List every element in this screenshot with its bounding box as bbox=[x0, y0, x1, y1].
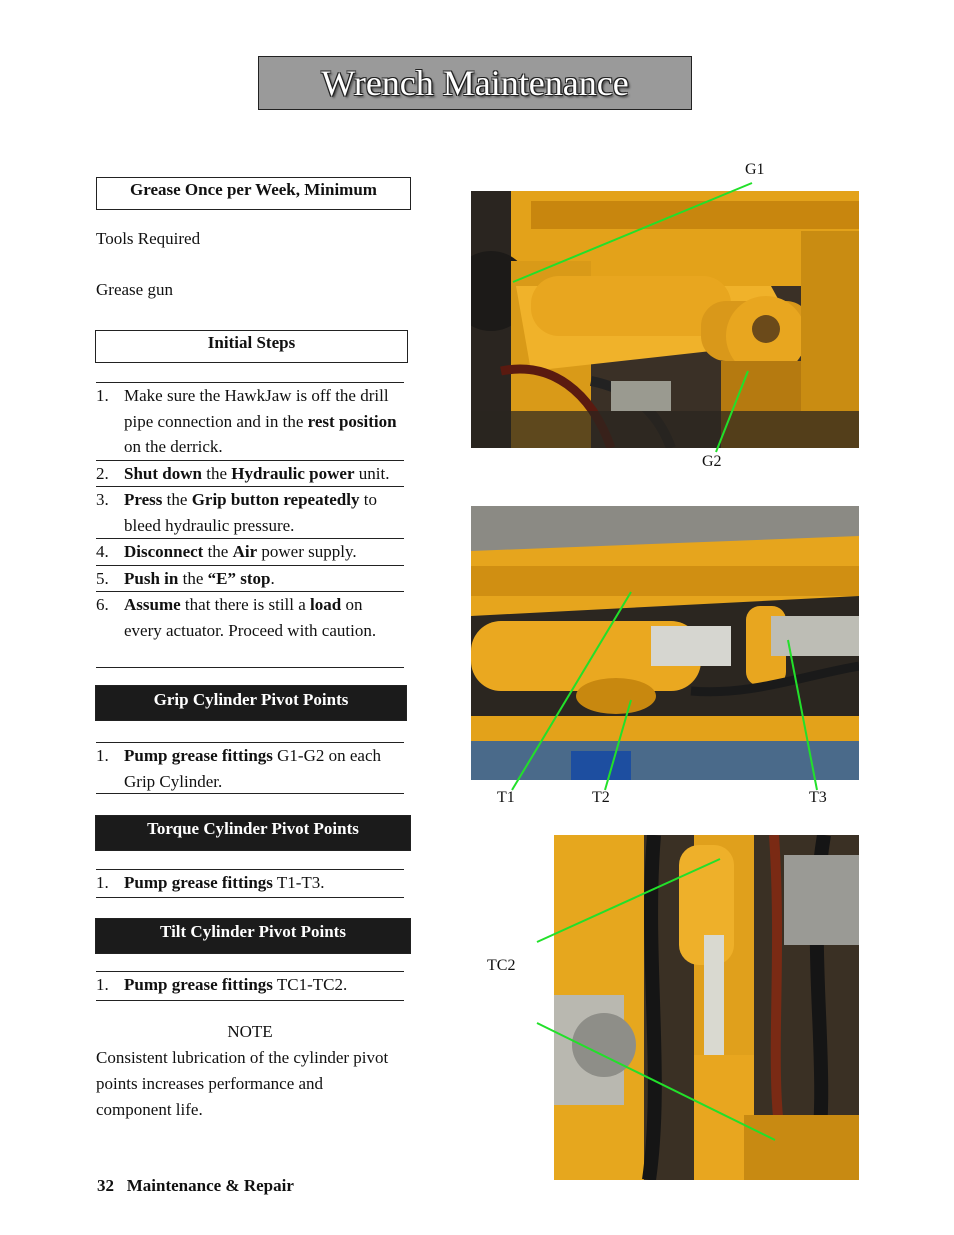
step-number: 1. bbox=[96, 873, 109, 892]
step-text: G1-G2 on each Grip Cylinder. bbox=[124, 746, 382, 791]
step-number: 3. bbox=[96, 490, 109, 509]
step-text: the bbox=[162, 490, 192, 509]
step-number: 1. bbox=[96, 386, 109, 405]
step-emphasis: Push in bbox=[124, 568, 179, 588]
step-emphasis: Pump grease fittings bbox=[124, 975, 273, 994]
step-text: the bbox=[178, 568, 208, 588]
initial-steps-list bbox=[96, 382, 404, 643]
grease-frequency-header: Grease Once per Week, Minimum bbox=[96, 177, 411, 210]
step-number: 2. bbox=[96, 463, 109, 483]
step-number: 1. bbox=[96, 746, 109, 765]
step-text: power supply. bbox=[257, 542, 357, 561]
step-emphasis: Air bbox=[232, 542, 258, 561]
step-emphasis: Disconnect bbox=[124, 542, 204, 561]
step-item bbox=[96, 486, 404, 538]
divider bbox=[96, 1000, 404, 1001]
page-number: 32 bbox=[97, 1176, 114, 1195]
page-title: Wrench Maintenance bbox=[321, 63, 629, 103]
callout-t3: T3 bbox=[809, 789, 827, 806]
torque-section-header: Torque Cylinder Pivot Points bbox=[95, 815, 411, 851]
step-text: the bbox=[203, 542, 233, 561]
step-emphasis: Pump grease fittings bbox=[124, 746, 273, 765]
step-text: on every actuator. Proceed with caution. bbox=[124, 595, 377, 640]
footer-section: Maintenance & Repair bbox=[126, 1176, 294, 1195]
step-item bbox=[96, 591, 404, 643]
step-emphasis: rest position bbox=[307, 411, 397, 431]
tilt-section-header: Tilt Cylinder Pivot Points bbox=[95, 918, 411, 954]
tilt-cylinder-photo bbox=[554, 835, 859, 1180]
callout-g1: G1 bbox=[745, 161, 765, 178]
step-emphasis: Assume bbox=[124, 595, 181, 614]
grip-section-header: Grip Cylinder Pivot Points bbox=[95, 685, 407, 721]
note-text: Consistent lubrication of the cylinder pivot points increases performance and component life. bbox=[96, 1048, 389, 1119]
step-number: 1. bbox=[96, 975, 109, 994]
step-number: 4. bbox=[96, 542, 109, 561]
step-text: the bbox=[201, 463, 232, 483]
step-emphasis: Grip button repeatedly bbox=[191, 490, 360, 509]
grip-cylinder-photo bbox=[471, 191, 859, 448]
note-heading: NOTE bbox=[227, 1022, 273, 1041]
step-text: T1-T3. bbox=[272, 873, 325, 892]
step-text: that there is still a bbox=[180, 595, 311, 614]
divider bbox=[96, 793, 404, 794]
torque-cylinder-photo bbox=[471, 506, 859, 780]
callout-t1: T1 bbox=[497, 789, 515, 806]
tilt-steps-list bbox=[96, 971, 404, 998]
step-number: 6. bbox=[96, 595, 109, 614]
step-text: unit. bbox=[354, 463, 390, 483]
grip-steps-list bbox=[96, 742, 404, 794]
page-title-box bbox=[258, 56, 692, 110]
divider bbox=[96, 897, 404, 898]
step-item bbox=[96, 742, 404, 794]
step-emphasis: Pump grease fittings bbox=[124, 873, 273, 892]
callout-tc2: TC2 bbox=[487, 957, 516, 974]
callout-t2: T2 bbox=[592, 789, 610, 806]
step-emphasis: “E” stop bbox=[207, 568, 271, 588]
torque-steps-list bbox=[96, 869, 404, 896]
page-footer bbox=[97, 1176, 294, 1196]
step-emphasis: Shut down bbox=[124, 463, 202, 483]
callout-g2: G2 bbox=[702, 453, 722, 470]
step-text: Make sure the HawkJaw is off the drill pipe connection and in the bbox=[124, 386, 389, 431]
step-emphasis: load bbox=[310, 595, 342, 614]
step-item bbox=[96, 382, 404, 460]
tools-required-label: Tools Required bbox=[96, 229, 201, 248]
step-text: TC1-TC2. bbox=[272, 975, 348, 994]
step-number: 5. bbox=[96, 568, 109, 588]
step-item bbox=[96, 971, 404, 998]
step-item bbox=[96, 565, 404, 592]
step-text: to bleed hydraulic pressure. bbox=[124, 490, 377, 535]
step-emphasis: Hydraulic power bbox=[231, 463, 355, 483]
step-item bbox=[96, 460, 404, 487]
step-emphasis: Press bbox=[124, 490, 163, 509]
step-item bbox=[96, 869, 404, 896]
tools-item: Grease gun bbox=[96, 280, 173, 299]
step-text: . bbox=[270, 568, 275, 588]
step-text: on the derrick. bbox=[124, 437, 223, 456]
divider bbox=[96, 667, 404, 668]
initial-steps-header: Initial Steps bbox=[95, 330, 408, 363]
step-item bbox=[96, 538, 404, 565]
